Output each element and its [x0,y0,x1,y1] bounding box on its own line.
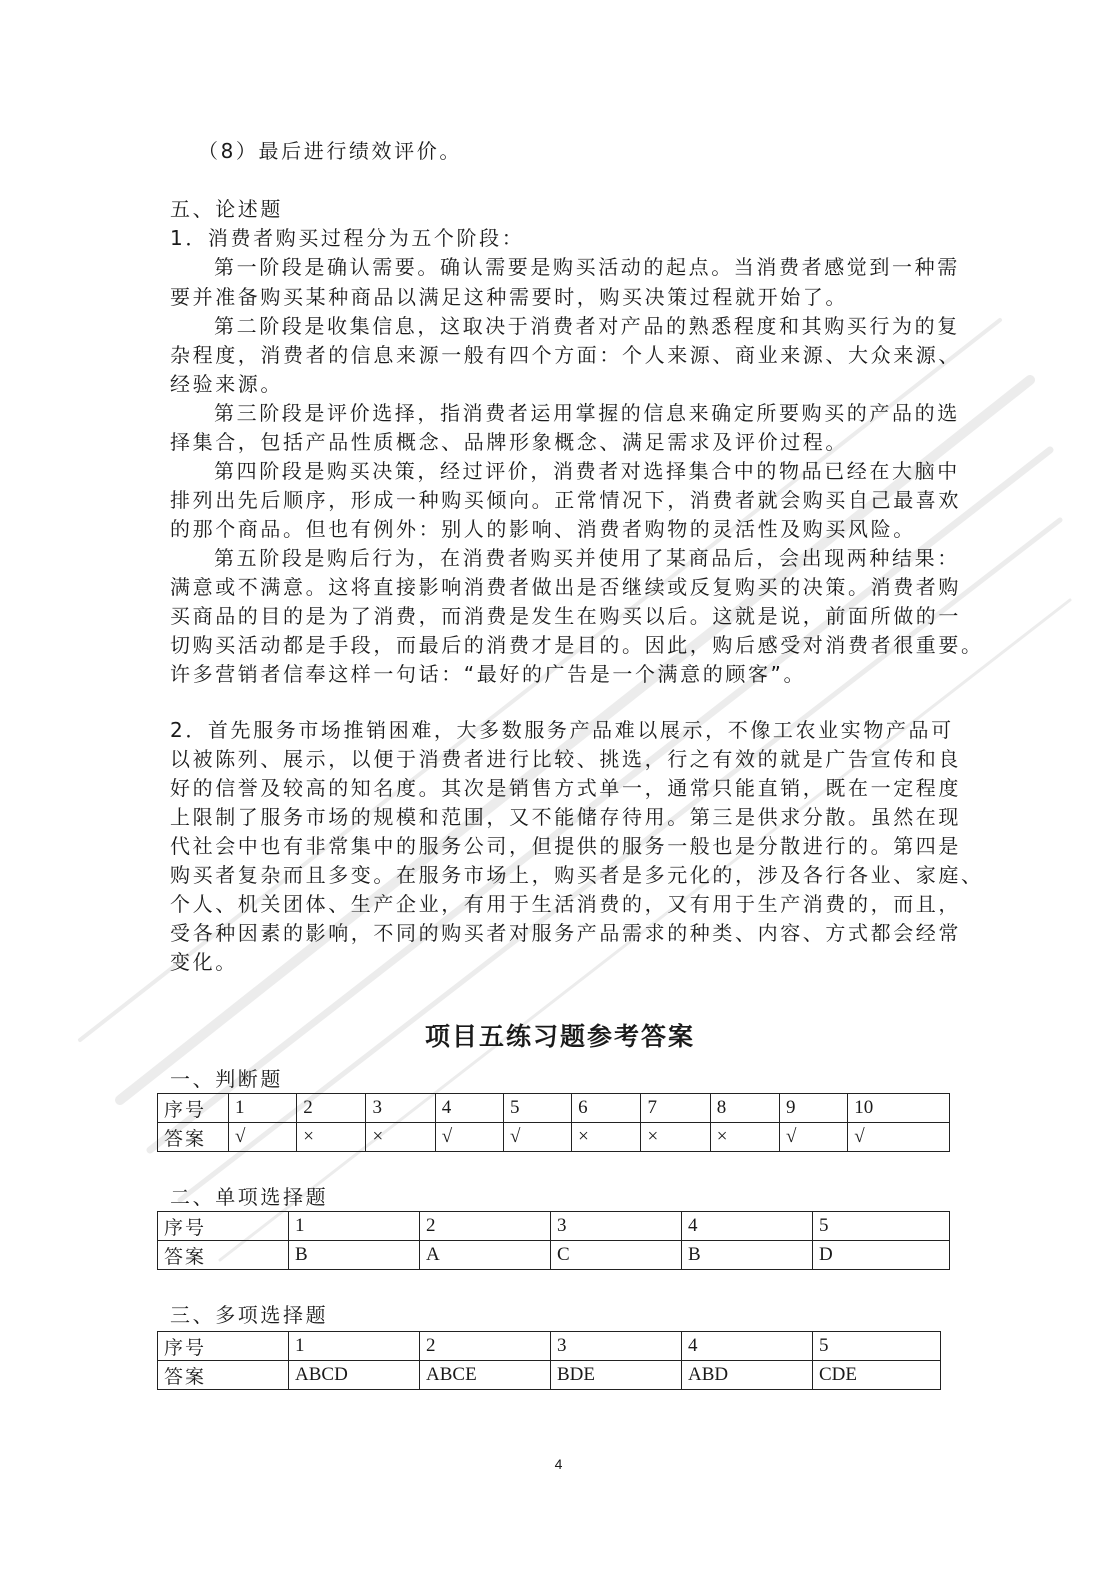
answer-cell: ABCD [289,1361,420,1390]
judge-section-title: 一、判断题 [170,1067,283,1091]
number-cell: 1 [289,1212,420,1241]
answer-cell: D [813,1241,950,1270]
table-row [158,1332,941,1361]
header-label-cell: 序号 [158,1212,289,1241]
answer-cell: × [710,1123,779,1152]
header-label-cell: 序号 [158,1332,289,1361]
number-cell: 2 [420,1332,551,1361]
answer-cell: ABD [682,1361,813,1390]
q1-line: 满意或不满意。这将直接影响消费者做出是否继续或反复购买的决策。消费者购 [170,575,961,599]
number-cell: 7 [641,1094,710,1123]
number-cell: 3 [551,1332,682,1361]
number-cell: 9 [780,1094,848,1123]
q2-line: 购买者复杂而且多变。在服务市场上，购买者是多元化的，涉及各行各业、家庭、 [170,863,984,887]
question-1-title: 1．消费者购买过程分为五个阶段： [170,226,525,250]
answer-cell: √ [848,1123,950,1152]
table-row [158,1123,950,1152]
answer-cell: BDE [551,1361,682,1390]
answer-cell: × [572,1123,641,1152]
answer-cell: A [420,1241,551,1270]
q1-line: 第四阶段是购买决策，经过评价，消费者对选择集合中的物品已经在大脑中 [214,459,960,483]
q1-line: 第二阶段是收集信息，这取决于消费者对产品的熟悉程度和其购买行为的复 [214,314,960,338]
q1-line: 经验来源。 [170,372,283,396]
q1-line: 排列出先后顺序，形成一种购买倾向。正常情况下，消费者就会购买自己最喜欢 [170,488,961,512]
number-cell: 1 [289,1332,420,1361]
q1-line: 买商品的目的是为了消费，而消费是发生在购买以后。这就是说，前面所做的一 [170,604,961,628]
table-row [158,1094,950,1123]
q1-line: 第三阶段是评价选择，指消费者运用掌握的信息来确定所要购买的产品的选 [214,401,960,425]
number-cell: 6 [572,1094,641,1123]
number-cell: 5 [503,1094,571,1123]
number-cell: 3 [551,1212,682,1241]
table-row [158,1361,941,1390]
number-cell: 5 [813,1212,950,1241]
page-number: 4 [554,1456,563,1472]
answer-cell: √ [780,1123,848,1152]
number-cell: 2 [297,1094,366,1123]
item-8-text: （8）最后进行绩效评价。 [198,139,462,163]
answer-cell: √ [503,1123,571,1152]
single-choice-section-title: 二、单项选择题 [170,1185,329,1209]
answer-cell: × [297,1123,366,1152]
table-row [158,1212,950,1241]
number-cell: 4 [682,1212,813,1241]
multiple-choice-answer-table [157,1331,941,1390]
q2-line: 受各种因素的影响，不同的购买者对服务产品需求的种类、内容、方式都会经常 [170,921,961,945]
q2-line: 个人、机关团体、生产企业，有用于生活消费的，又有用于生产消费的，而且， [170,892,961,916]
answer-cell: √ [229,1123,297,1152]
q2-line: 变化。 [170,950,238,974]
single-choice-answer-table [157,1211,950,1270]
answer-cell: B [682,1241,813,1270]
number-cell: 4 [435,1094,503,1123]
number-cell: 3 [366,1094,435,1123]
q2-line: 上限制了服务市场的规模和范围，又不能储存待用。第三是供求分散。虽然在现 [170,805,961,829]
number-cell: 5 [813,1332,941,1361]
number-cell: 4 [682,1332,813,1361]
q2-line: 2．首先服务市场推销困难，大多数服务产品难以展示，不像工农业实物产品可 [170,718,954,742]
answer-cell: ABCE [420,1361,551,1390]
q1-line: 切购买活动都是手段，而最后的消费才是目的。因此，购后感受对消费者很重要。 [170,633,984,657]
project-5-title: 项目五练习题参考答案 [424,1022,695,1051]
header-label-cell: 序号 [158,1094,229,1123]
answer-cell: × [366,1123,435,1152]
q2-line: 以被陈列、展示，以便于消费者进行比较、挑选，行之有效的就是广告宣传和良 [170,747,961,771]
q2-line: 好的信誉及较高的知名度。其次是销售方式单一，通常只能直销，既在一定程度 [170,776,961,800]
number-cell: 10 [848,1094,950,1123]
q1-line: 要并准备购买某种商品以满足这种需要时，购买决策过程就开始了。 [170,285,848,309]
q1-line: 第一阶段是确认需要。确认需要是购买活动的起点。当消费者感觉到一种需 [214,255,960,279]
answer-label-cell: 答案 [158,1241,289,1270]
answer-label-cell: 答案 [158,1361,289,1390]
answer-label-cell: 答案 [158,1123,229,1152]
number-cell: 1 [229,1094,297,1123]
q1-line: 的那个商品。但也有例外：别人的影响、消费者购物的灵活性及购买风险。 [170,517,916,541]
q1-line: 许多营销者信奉这样一句话：“最好的广告是一个满意的顾客”。 [170,662,807,686]
answer-cell: CDE [813,1361,941,1390]
answer-cell: × [641,1123,710,1152]
q1-line: 择集合，包括产品性质概念、品牌形象概念、满足需求及评价过程。 [170,430,848,454]
judge-answer-table [157,1093,950,1152]
answer-cell: B [289,1241,420,1270]
q1-line: 第五阶段是购后行为，在消费者购买并使用了某商品后，会出现两种结果： [214,546,960,570]
answer-cell: C [551,1241,682,1270]
answer-cell: √ [435,1123,503,1152]
number-cell: 8 [710,1094,779,1123]
multiple-choice-section-title: 三、多项选择题 [170,1303,329,1327]
section-5-title: 五、论述题 [170,197,283,221]
table-row [158,1241,950,1270]
q2-line: 代社会中也有非常集中的服务公司，但提供的服务一般也是分散进行的。第四是 [170,834,961,858]
number-cell: 2 [420,1212,551,1241]
q1-line: 杂程度，消费者的信息来源一般有四个方面：个人来源、商业来源、大众来源、 [170,343,961,367]
